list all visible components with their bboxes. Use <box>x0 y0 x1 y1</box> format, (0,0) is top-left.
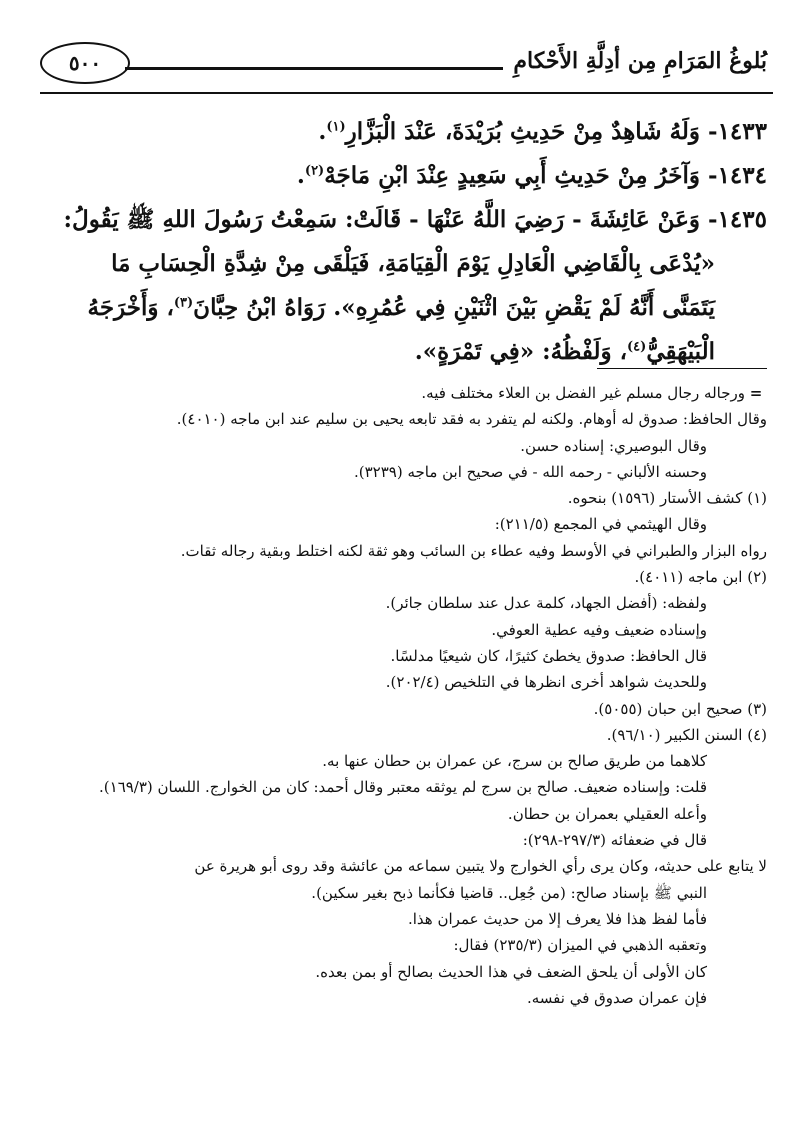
hadith-1435-line-4-a: الْبَيْهَقِيُّ <box>646 338 715 365</box>
hadith-1435-line-3-a: يَتَمَنَّى أَنَّهُ لَمْ يَقْضِ بَيْنَ اثْنَيْنِ فِي عُمُرِهِ». رَوَاهُ ابْنُ حِبَّانَ <box>193 294 715 321</box>
footnote-3-head: (٣) صحيح ابن حبان (٥٠٥٥). <box>593 699 767 718</box>
hadith-1433-end: . <box>318 118 327 145</box>
footnote-4-line-3: قلت: وإسناده ضعيف. صالح بن سرج لم يوثقه معتبر وقال أحمد: كان من الخوارج. اللسان (١٦٩/٣). <box>99 778 707 797</box>
header-divider <box>40 92 773 94</box>
page-number: ٥٠٠ <box>40 42 130 84</box>
footnote-1-head: (١) كشف الأستار (١٥٩٦) بنحوه. <box>567 489 767 508</box>
hadith-1435-line-4-b: ، وَلَفْظُهُ: «فِي تَمْرَةٍ». <box>414 338 628 365</box>
footnote-4-line-10: كان الأولى أن يلحق الضعف في هذا الحديث بصالح أو بمن بعده. <box>315 962 707 981</box>
hadith-1434-end: . <box>296 162 305 189</box>
footnote-4-line-11: فإن عمران صدوق في نفسه. <box>526 988 707 1007</box>
hadith-1433-text: ١٤٣٣- وَلَهُ شَاهِدٌ مِنْ حَدِيثِ بُرَيْدَةَ، عَنْدَ الْبَزَّارِ <box>345 118 767 145</box>
footnote-4-line-9: وتعقبه الذهبي في الميزان (٢٣٥/٣) فقال: <box>453 936 707 955</box>
footnote-continuation-line-4: وحسنه الألباني - رحمه الله - في صحيح ابن ماجه (٣٢٣٩). <box>353 462 707 481</box>
footnotes <box>40 380 767 1011</box>
footnote-2-line-3: وإسناده ضعيف وفيه عطية العوفي. <box>491 620 707 639</box>
footnote-continuation <box>40 380 767 406</box>
hadith-text <box>40 110 767 374</box>
hadith-1435-line-2: «يُدْعَى بِالْقَاضِي الْعَادِلِ يَوْمَ الْقِيَامَةِ، فَيَلْقَى مِنْ شِدَّةِ الْحِسَابِ مَا <box>111 250 715 277</box>
footnote-4-line-8: فأما لفظ هذا فلا يعرف إلا من حديث عمران هذا. <box>408 909 707 928</box>
hadith-1435-line-3 <box>40 286 767 330</box>
footnote-4-line-7: النبي ﷺ بإسناد صالح: (من جُعِل.. قاضيا فكأنما ذبح بغير سكين). <box>311 883 707 902</box>
hadith-1435-line-3-b: ، وَأَخْرَجَهُ <box>87 294 174 321</box>
hadith-1433 <box>40 110 767 154</box>
footnote-continuation-line-1: ورجاله رجال مسلم غير الفضل بن العلاء مختلف فيه. <box>421 384 745 402</box>
footnote-continuation-line-3: وقال البوصيري: إسناده حسن. <box>520 436 707 455</box>
footnote-ref-4: (٤) <box>627 339 647 355</box>
footnote-separator <box>597 368 767 369</box>
footnote-1-line-2: وقال الهيثمي في المجمع (٢١١/٥): <box>494 515 707 534</box>
footnote-2-line-5: وللحديث شواهد أخرى انظرها في التلخيص (٢٠٢/٤). <box>385 673 707 692</box>
footnote-1-line-3: رواه البزار والطبراني في الأوسط وفيه عطاء بن السائب وهو ثقة لكنه اختلط وبقية رجاله ثقات. <box>180 541 767 560</box>
hadith-1434-text: ١٤٣٤- وَآخَرُ مِنْ حَدِيثِ أَبِي سَعِيدٍ عِنْدَ ابْنِ مَاجَهْ <box>324 162 767 189</box>
footnote-4-head: (٤) السنن الكبير (٩٦/١٠). <box>606 725 767 744</box>
running-header-title: بُلوغُ المَرَامِ مِن أدِلَّةِ الأَحْكامِ <box>513 48 767 74</box>
footnote-2-line-4: قال الحافظ: صدوق يخطئ كثيرًا، كان شيعيًا مدلسًا. <box>390 646 707 665</box>
footnote-4-line-6: لا يتابع على حديثه، وكان يرى رأي الخوارج ولا يتبين سماعه من عائشة وقد روى أبو هريرة عن <box>194 857 767 876</box>
continuation-marker: = <box>749 384 763 402</box>
footnote-ref-2: (٢) <box>304 163 325 179</box>
hadith-1434 <box>40 154 767 198</box>
footnote-4-line-5: قال في ضعفائه (٢٩٧/٣-٢٩٨): <box>522 831 707 850</box>
footnote-2-line-2: ولفظه: (أفضل الجهاد، كلمة عدل عند سلطان جائر). <box>385 594 707 613</box>
footnote-continuation-line-2: وقال الحافظ: صدوق له أوهام. ولكنه لم يتفرد به فقد تابعه يحيى بن سليم عند ابن ماجه (٤٠١٠). <box>176 410 767 429</box>
footnote-ref-3: (٣) <box>173 295 194 311</box>
footnote-2-head: (٢) ابن ماجه (٤٠١١). <box>634 568 767 587</box>
hadith-1435-line-1: ١٤٣٥- وَعَنْ عَائِشَةَ - رَضِيَ اللَّهُ عَنْهَا - قَالَتْ: سَمِعْتُ رَسُولَ اللهِ ﷺ يَقُولُ: <box>63 206 767 233</box>
footnote-ref-1: (١) <box>326 119 346 135</box>
footnote-4-line-4: وأعله العقيلي بعمران بن حطان. <box>507 804 707 823</box>
header-line <box>125 67 503 70</box>
footnote-4-line-2: كلاهما من طريق صالح بن سرج، عن عمران بن حطان عنها به. <box>322 752 707 771</box>
